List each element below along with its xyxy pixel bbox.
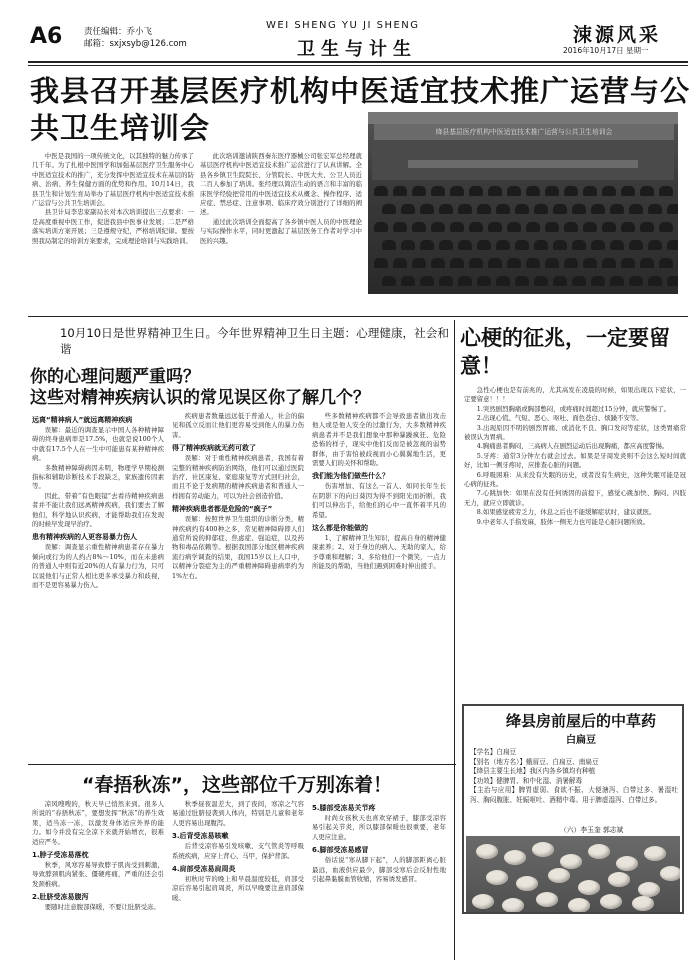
lead-paragraph: 县卫计局李忠家副局长对本次培训提出三点要求：一是高度重视中医工作，促进我县中医事业发展；二是严格落实培训方案开展；三是遵规守纪，严格培训纪律。要按照我局制定的培训方案要求，完成理论培训与实践培训。 [32, 208, 194, 245]
audience-figure [401, 276, 415, 286]
column-divider [454, 320, 455, 960]
herbal-item: 【功效】健脾胃、和中化湿、消暑解毒 [470, 776, 583, 785]
audience-figure [439, 240, 453, 250]
herbal-subtitle: 白扁豆 [566, 735, 596, 746]
audience-figure [610, 204, 624, 214]
mental-column-1 [32, 412, 164, 760]
audience-figure [572, 204, 586, 214]
audience-figure [534, 240, 548, 250]
audience-figure [526, 222, 540, 232]
audience-figure [412, 258, 426, 268]
audience-figure [507, 186, 521, 196]
editor-info [84, 26, 187, 50]
audience-figure [640, 222, 654, 232]
audience-figure [667, 276, 678, 286]
subheading: 我们能为他们做些什么？ [312, 472, 389, 481]
audience-figure [401, 240, 415, 250]
audience-figure [393, 258, 407, 268]
lentil-bean [578, 880, 600, 895]
audience-figure [602, 222, 616, 232]
subheading: 3.后背受冻易咳嗽 [172, 832, 229, 841]
audience-figure [629, 240, 643, 250]
audience-figure [640, 258, 654, 268]
paragraph: 凉风嗖嗖的，秋天早已悄然来到。很多人所说的“春捂秋冻”，要想发挥“秋冻”的养生效果，适当冻一冻，以激发身体适应外界的能力。如今并没有完全凉下来就开始增衣，很难适应严冬。 [32, 800, 164, 846]
audience-figure [507, 222, 521, 232]
audience-figure [374, 186, 388, 196]
paragraph: 2.出现心慌、气短、恶心、呕吐、面色苍白、烦躁不安等。 [476, 414, 643, 423]
audience-figure [526, 258, 540, 268]
audience-figure [450, 258, 464, 268]
section-title: 卫生与计生 [297, 39, 417, 60]
lentil-bean [548, 868, 570, 883]
herbal-item: 【别名（地方名）】蛾眉豆、白扁豆、南扁豆 [470, 757, 599, 766]
audience-figure [401, 204, 415, 214]
audience-figure [393, 222, 407, 232]
paragraph: 秋季昼夜温差大，到了夜间，寒凉之气容易通过肚脐侵袭到人体内，特别是儿童和老年人更容易出现腹泻。 [172, 800, 304, 827]
lentil-bean [644, 846, 666, 861]
audience-figure [412, 186, 426, 196]
subheading: 4.肩部受冻易肩周炎 [172, 865, 236, 874]
paragraph: 1、了解精神卫生知识，提高自身的精神健康素养；2、对于身边的病人、无助的家人，给予尊重和理解；3、多给他们一个微笑，一点力所能及的帮助，当他们遇到困难时伸出援手。 [312, 534, 446, 571]
lentil-bean [616, 856, 638, 871]
audience-figure [458, 240, 472, 250]
paragraph: 7.心跳加快：如果在没有任何诱因的前提下，感觉心跳加快、胸闷、四肢无力，就应立即就诊。 [464, 489, 686, 507]
mental-headline-2: 这些对精神疾病认识的常见误区你了解几个？ [30, 388, 370, 408]
paragraph: 俗话说“寒从脚下起”，人的脚部距离心脏最远，血液供应最少，脚部受寒后会反射性地引起鼻黏膜血管收缩，容易诱发感冒。 [312, 856, 446, 884]
paragraph: 1.突然剧烈胸痛或胸部憋闷，或疼痛时间超过15分钟，就应警惕了。 [476, 404, 670, 413]
audience-figure [564, 258, 578, 268]
audience-figure [439, 276, 453, 286]
herbal-info [470, 748, 678, 820]
audience-figure [515, 276, 529, 286]
paragraph: 3.出现原因不明的剧烈胃痛、或消化不良、胸口发闷等症状，这类胃痛常被误认为胃病。 [464, 423, 686, 442]
lentil-bean [638, 882, 660, 897]
audience-figure [610, 240, 624, 250]
audience-figure [420, 204, 434, 214]
white-lentil-photo [466, 836, 680, 912]
autumn-column-2 [172, 800, 304, 966]
paragraph: 秋季，风寒容易导致脖子肌肉受到刺激，导致脖颈肌肉紧张、僵硬疼痛，严重的还会引发颈椎病。 [32, 861, 164, 888]
audience-figure [382, 240, 396, 250]
audience-figure [629, 276, 643, 286]
subheading: 患有精神疾病的人更容易暴力伤人 [32, 533, 137, 542]
audience-figure [583, 186, 597, 196]
audience-figure [602, 186, 616, 196]
audience-figure [488, 186, 502, 196]
audience-figure [420, 276, 434, 286]
audience-figure [496, 204, 510, 214]
paragraph: 9.中老年人手指发麻，肢体一侧无力也可能是心脏问题所致。 [476, 517, 650, 526]
audience-figure [534, 204, 548, 214]
herbal-title: 绛县房前屋后的中草药 [505, 712, 656, 730]
photo-podium-table [408, 160, 638, 168]
audience-figure [374, 258, 388, 268]
lentil-bean [608, 872, 630, 887]
lentil-bean [588, 844, 610, 859]
lentil-bean [600, 894, 622, 909]
lentil-bean [476, 844, 498, 859]
audience-figure [477, 204, 491, 214]
audience-figure [648, 204, 662, 214]
audience-figure [572, 240, 586, 250]
audience-figure [515, 240, 529, 250]
audience-figure [545, 258, 559, 268]
autumn-headline: “春捂秋冻”，这些部位千万别冻着！ [82, 774, 392, 796]
audience-figure [629, 204, 643, 214]
audience-figure [667, 240, 678, 250]
audience-figure [667, 204, 678, 214]
audience-figure [545, 222, 559, 232]
paragraph: 些多数精神疾病都不会导致患者做出攻击他人或是他人安全的过激行为，大多数精神疾病患者并不是我们想象中那种暴躁疯狂、危险恐怖的样子，现实中他们反而是被忽视的弱势群体，由于害怕被歧视而小心翼翼地生活，更需要人们的关怀和帮助。 [312, 412, 446, 468]
paragraph: 伤害增加、有这么一首人、如同长年生长在阴影下的向日葵因为得不到阳光而折断，我们可以伸出手，给他们的心中一直怀着平凡的希望。 [312, 482, 446, 519]
audience-figure [412, 222, 426, 232]
paragraph: 误解：最近的调查显示中国人各种精神障碍的终身患病率是17.5%，也就是说100个人中就有17.5个人在一生中可能患有某种精神疾病。 [32, 426, 164, 463]
audience-figure [431, 222, 445, 232]
lentil-bean [536, 892, 558, 907]
audience-figure [439, 204, 453, 214]
autumn-column-3 [312, 800, 446, 966]
mental-health-intro: 10月10日是世界精神卫生日。今年世界精神卫生日主题：心理健康，社会和谐 [60, 326, 449, 356]
herbal-item: 【主治与应用】脾胃虚弱、食欲不振、大便溏泻、白带过多、暑湿吐泻、胸闷腹胀、妊娠呕吐、酒精中毒。用于脾虚湿泻、白带过多。 [470, 786, 678, 804]
lentil-bean [504, 850, 526, 865]
header-rule-thin [28, 65, 688, 66]
section-pinyin: WEI SHENG YU JI SHENG [266, 20, 420, 31]
audience-figure [420, 240, 434, 250]
paragraph: 多数精神障碍病因未明，物理学早期检测指标和辅助诊断技术手段缺乏，家族遗传因素等。 [32, 463, 164, 491]
audience-figure [469, 222, 483, 232]
paragraph: 时尚女孩秋天也喜欢穿裙子，膝部受凉容易引起关节炎，所以膝部保暖也很重要，老年人更应注意。 [312, 814, 446, 841]
subheading: 6.脚部受冻易感冒 [312, 846, 369, 855]
section-divider [28, 764, 456, 765]
audience-figure [602, 258, 616, 268]
heart-attack-headline: 心梗的征兆，一定要留意！ [460, 326, 670, 378]
audience-figure [496, 276, 510, 286]
subheading: 这么都是你能做的 [312, 524, 368, 533]
paragraph: 疾病患者数量远远低于普通人，社会的偏见和孤立反而让他们更容易受到他人的暴力伤害。 [172, 412, 304, 439]
lentil-bean [660, 866, 680, 881]
subheading: 得了精神疾病就无药可救了 [172, 444, 256, 453]
mental-column-3 [312, 412, 446, 760]
paragraph: 因此，带着“有色眼镜”去看待精神疾病患者并不能让我们远离精神疾病，我们要去了解他们，科学地认识疾病，才能帮助我们在发现的时候早发现早治疗。 [32, 491, 164, 529]
paragraph: 初秋时节的晚上和早晨温度较低，肩部受凉后容易引起肩周炎，所以早晚要注意肩部保暖。 [172, 875, 304, 902]
audience-figure [648, 240, 662, 250]
audience-figure [458, 204, 472, 214]
audience-figure [450, 186, 464, 196]
audience-figure [659, 186, 673, 196]
audience-figure [477, 240, 491, 250]
audience-figure [488, 222, 502, 232]
lead-headline: 我县召开基层医疗机构中医适宜技术推广运营与公共卫生培训会 [30, 74, 691, 145]
herbal-byline: （六）李玉奎 郭志斌 [560, 826, 624, 834]
audience-figure [515, 204, 529, 214]
paragraph: 后背受凉容易引发咳嗽、支气管炎等呼吸系统疾病，应穿上背心、马甲，保护背部。 [172, 842, 304, 860]
photo-banner: 绛县基层医疗机构中医适宜技术推广运营与公共卫生培训会 [374, 124, 674, 140]
audience-figure [469, 186, 483, 196]
subheading: 2.肚脐受冻易腹泻 [32, 893, 89, 902]
paragraph: 误解：按照世界卫生组织的诊断分类，精神疾病约有400种之多，常见精神障碍即人们通常所说的抑郁症、焦虑症、强迫症，以及药物和毒品依赖等。根据我国部分地区精神疾病流行病学调查的结果，我国15岁以上人口中，以精神分裂症为主的严重精神障碍患病率约为1%左右。 [172, 515, 304, 580]
photo-audience [368, 182, 678, 294]
subheading: 远离“精神病人”就远离精神疾病 [32, 416, 133, 424]
issue-date: 2016年10月17日 星期一 [563, 46, 649, 55]
audience-figure [591, 276, 605, 286]
lentil-bean [560, 854, 582, 869]
audience-figure [583, 222, 597, 232]
audience-figure [382, 276, 396, 286]
subheading: 精神疾病患者都是危险的“疯子” [172, 505, 273, 514]
audience-figure [488, 258, 502, 268]
audience-figure [610, 276, 624, 286]
audience-figure [659, 258, 673, 268]
herbal-item: 【绛县主要生长地】我区内各乡镇均有种植 [470, 767, 596, 776]
audience-figure [659, 222, 673, 232]
paragraph: 5.牙疼：通常3分钟左右就会过去。如果是牙周发炎则不会这么短时间就好，比如一侧牙疼时，应排查心脏的问题。 [464, 451, 686, 470]
subheading: 5.膝部受冻易关节疼 [312, 804, 376, 812]
audience-figure [374, 222, 388, 232]
heart-attack-body [464, 386, 686, 700]
audience-figure [621, 222, 635, 232]
audience-figure [591, 240, 605, 250]
audience-figure [534, 276, 548, 286]
audience-figure [507, 258, 521, 268]
autumn-column-1 [32, 800, 164, 966]
paragraph: 要随时注意腹部保暖，不要让肚脐受冻。 [44, 903, 160, 912]
header-rule [28, 61, 688, 63]
audience-figure [393, 186, 407, 196]
herbal-item: 【学名】白扁豆 [470, 748, 517, 756]
paragraph: 8.如果感觉疲劳乏力，休息之后也不能缓解症状时，建议就医。 [476, 508, 656, 517]
lead-paragraph: 通过此次培训全面提高了各乡镇中医人员的中医理论与实际操作水平，同时更激起了基层医务工作者对学习中医的兴趣。 [200, 217, 362, 245]
audience-figure [640, 186, 654, 196]
audience-figure [564, 186, 578, 196]
lentil-bean [568, 898, 590, 912]
lentil-bean [472, 894, 494, 909]
mental-column-2 [172, 412, 304, 760]
audience-figure [526, 186, 540, 196]
audience-figure [564, 222, 578, 232]
paragraph: 误解：调查显示重性精神病患者存在暴力倾向或行为的人约占8%～10%，而在未患病的普通人中则有近20%的人有暴力行为，只可以说他们与正常人相比更多承受暴力和歧视，而不是更容易暴力伤人。 [32, 543, 164, 590]
lentil-bean [502, 898, 524, 912]
paragraph: 急性心梗也是有前兆的，尤其高发在凌晨的时候，如果出现以下症状，一定要留意！！！ [464, 386, 686, 404]
paragraph: 误解：对于重性精神疾病患者，我国有着完整的精神疾病防治网络，他们可以通过医院治疗、社区康复、家庭康复等方式回归社会，而且不论于发病期的精神疾病患者和普通人一样拥有劳动能力，可以为社会创造价值。 [172, 454, 304, 500]
lentil-bean [516, 876, 538, 891]
photo-ceiling [368, 112, 678, 124]
audience-figure [572, 276, 586, 286]
editor-name: 责任编辑：乔小飞 [84, 27, 153, 37]
audience-figure [591, 204, 605, 214]
lead-column-2 [200, 152, 362, 332]
audience-figure [431, 186, 445, 196]
lentil-bean [532, 842, 554, 857]
audience-figure [382, 204, 396, 214]
audience-figure [621, 258, 635, 268]
lead-paragraph: 中医是我国的一项传统文化，以其独特的魅力传承了几千年。为了扎根中医国学和加强基层医疗卫生服务中心中医适宜技术的推广，充分发挥中医适宜技术在基层的防病、治病、养生保健方面的优势和作用。10月14日，我县卫生和计划生育局举办了基层医疗机构中医适宜技术推广运营与公共卫生培训会。 [32, 152, 194, 208]
lead-paragraph: 此次培训邀请陕西秦东医疗器械公司张宏军总经理就基层医疗机构中医适宜技术推广运营进行了认真讲解。全县各乡镇卫生院院长、分管院长、中医大夫、公卫人员近二百人参加了培训。张经理以简洁生动的语言和丰富的临床医学经验把常用的中医适宜技术从概念、操作程序、适应症、禁忌症、注意事项、临床疗效分别进行了详细的阐述。 [200, 152, 362, 217]
mental-headline-1: 你的心理问题严重吗？ [30, 367, 200, 387]
paragraph: 6.呼吸困难：从来没有失眠的历史，或者没有生病史，这种失眠可能是冠心病的征兆。 [464, 470, 686, 489]
lentil-bean [486, 870, 508, 885]
audience-figure [648, 276, 662, 286]
lead-column-1 [32, 152, 194, 332]
audience-figure [553, 204, 567, 214]
lentil-bean [632, 896, 654, 911]
audience-figure [477, 276, 491, 286]
audience-figure [450, 222, 464, 232]
audience-figure [545, 186, 559, 196]
audience-figure [583, 258, 597, 268]
audience-figure [469, 258, 483, 268]
newspaper-name: 涑源风采 [573, 24, 662, 46]
audience-figure [496, 240, 510, 250]
audience-figure [553, 276, 567, 286]
page-number: A6 [30, 24, 63, 49]
audience-figure [431, 258, 445, 268]
audience-figure [458, 276, 472, 286]
subheading: 1.脖子受冻易落枕 [32, 851, 89, 860]
paragraph: 4.胸痛患者胸闷，三高病人在剧烈运动后出现胸痛，都应高度警惕。 [476, 442, 669, 451]
audience-figure [553, 240, 567, 250]
section-divider [28, 316, 688, 317]
editor-email: 邮箱：sxjxsyb@126.com [84, 39, 187, 49]
audience-figure [621, 186, 635, 196]
